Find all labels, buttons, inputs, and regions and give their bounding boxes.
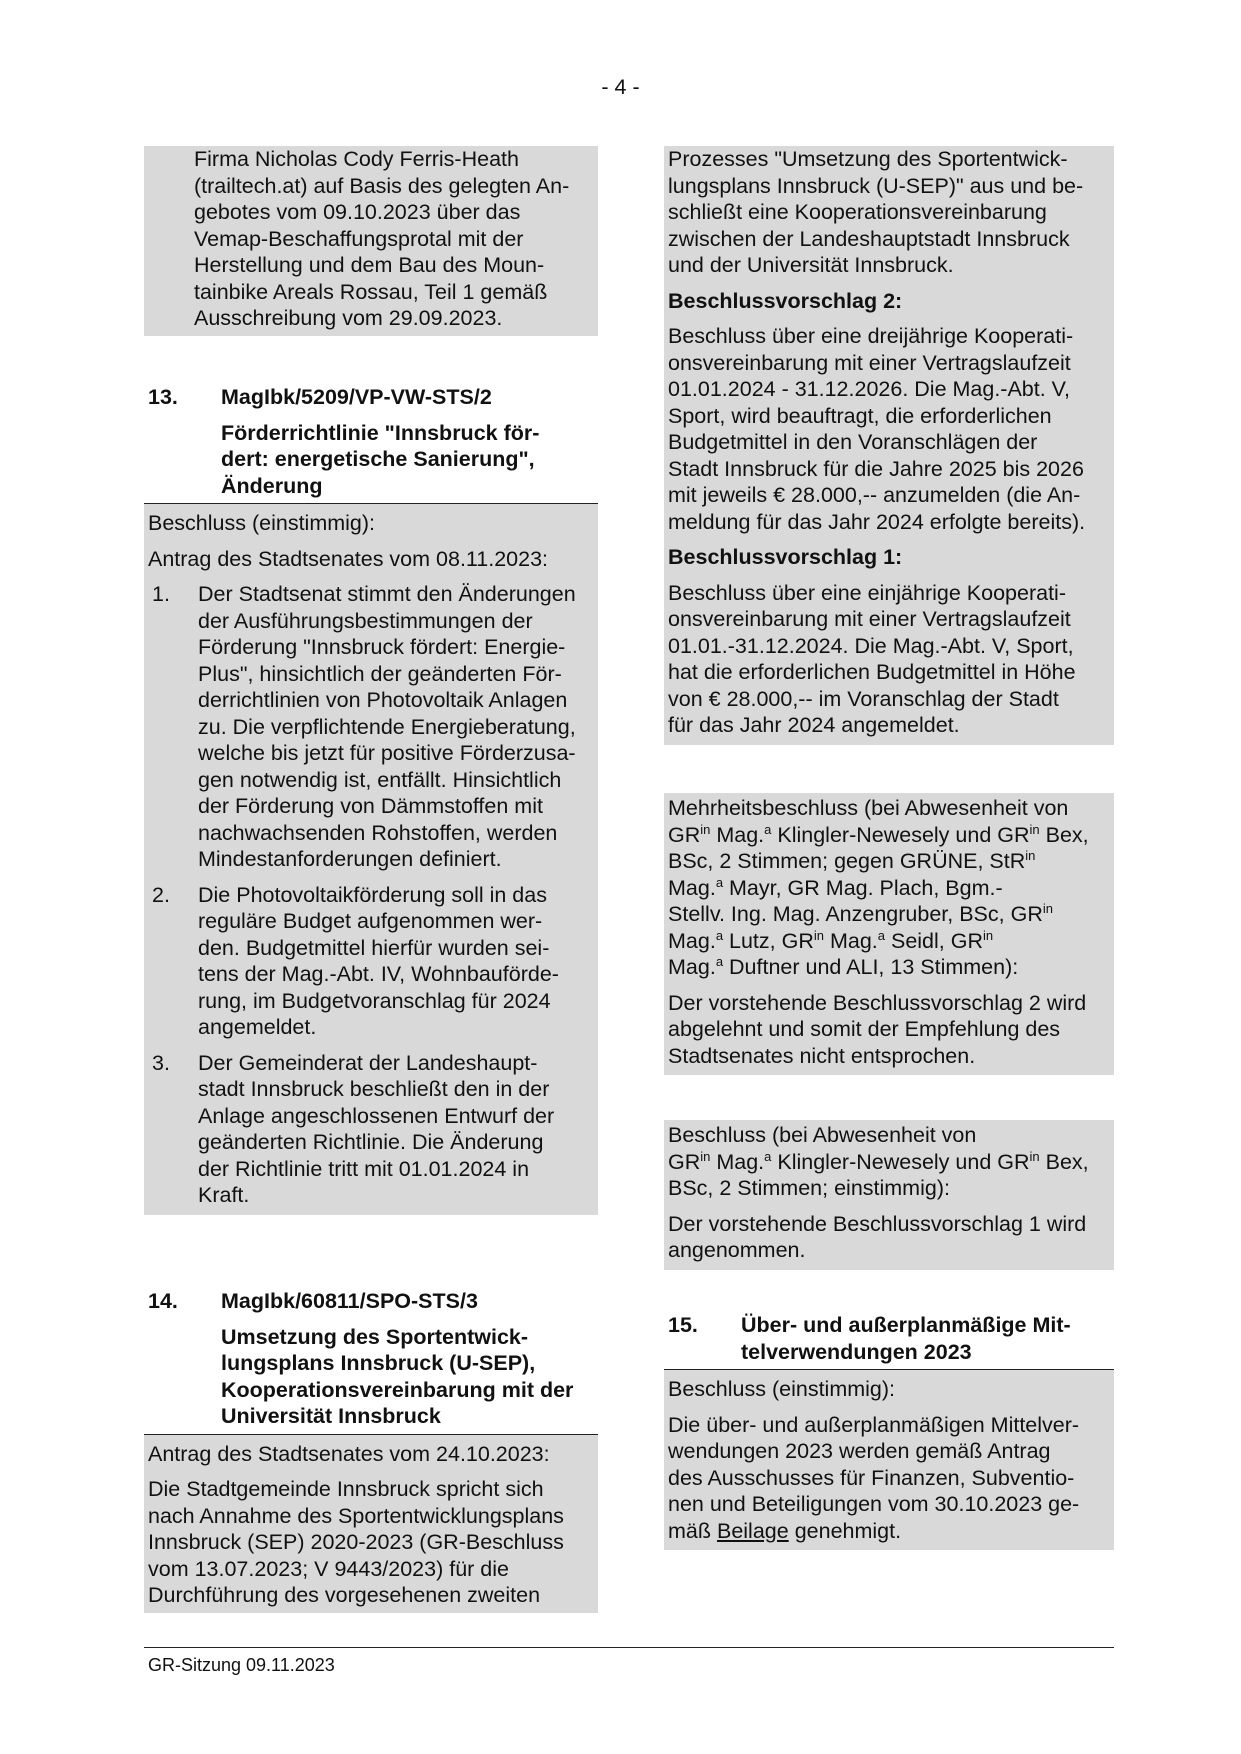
text-line: $GR^{in}$ Mag.$^a$ Klingler-Newesely und $GR^{in}$ Bex, — [668, 1148, 1089, 1174]
text-line: und der Universität Innsbruck. — [668, 253, 954, 277]
text-line: BSc, 2 Stimmen; gegen GRÜNE, StR$^{in}$ — [668, 847, 1036, 873]
list-item: 3. Der Gemeinderat der Landeshaupt- stadt Innsbruck beschließt den in der Anlage angeschlossenen Entwurf der geänderten Richtlinie. Die Änderung der Richtlinie tritt mit 01.01.2024 in Kraft. — [152, 1050, 555, 1207]
text-line: für das Jahr 2024 angemeldet. — [668, 713, 960, 737]
text-line: 01.01.-31.12.2024. Die Mag.-Abt. V, Sport, — [668, 633, 1074, 658]
text-line: gebotes vom 09.10.2023 über das — [194, 200, 521, 224]
text-line: mäß Beilage genehmigt. — [668, 1518, 902, 1543]
text-line: nen und Beteiligungen vom 30.10.2023 ge- — [668, 1492, 1080, 1516]
text-line: schließt eine Kooperationsvereinbarung — [668, 200, 1047, 224]
text-line: Vemap-Beschaffungsprotal mit der — [194, 226, 524, 251]
text-line: nach Annahme des Sportentwicklungsplans — [148, 1503, 564, 1528]
text-line: Beschluss über eine einjährige Kooperati- — [668, 580, 1066, 605]
text-line: Die Stadtgemeinde Innsbruck spricht sich — [148, 1477, 544, 1501]
text-line: Ausschreibung vom 29.09.2023. — [194, 306, 503, 330]
text-line: Mag.$^a$ Mayr, GR Mag. Plach, Bgm.- — [668, 874, 1003, 900]
text-line: BSc, 2 Stimmen; einstimmig): — [668, 1176, 950, 1200]
beschluss-block — [664, 1120, 1114, 1270]
text-line: onsvereinbarung mit einer Vertragslaufzeit — [668, 350, 1071, 375]
beschluss-label: Beschluss (einstimmig): — [668, 1377, 895, 1401]
text-line: Mag.$^a$ Duftner und ALI, 13 Stimmen): — [668, 953, 1019, 979]
text-line: abgelehnt und somit der Empfehlung des — [668, 1017, 1061, 1041]
list-item: 1. Der Stadtsenat stimmt den Änderungen der Ausführungsbestimmungen der Förderung "Innsbruck fördert: Energie- Plus", hinsichtlich der geänderten För- derrichtlinien von Photovoltaik Anlagen zu. Die verpflichtende Energieberatung, welche bis jetzt für positive Förderzusa- gen notwendig ist, entfällt. Hinsichtlich der Förderung von Dämmstoffen mit nachwachsenden Rohstoffen, werden Mindestanforderungen definiert. — [152, 582, 576, 871]
section-15-title: 15. Über- und außerplanmäßige Mit- telverwendungen 2023 — [664, 1312, 1114, 1370]
text-line: Sport, wird beauftragt, die erforderlichen — [668, 403, 1052, 428]
text-line: Prozesses "Umsetzung des Sportentwick- — [668, 147, 1068, 171]
text-line: Stellv. Ing. Mag. Anzengruber, BSc, $GR^{in}$ — [668, 900, 1053, 926]
text-line: Beschluss über eine dreijährige Kooperati- — [668, 324, 1074, 348]
text-line: Firma Nicholas Cody Ferris-Heath — [194, 147, 519, 171]
section-13-body — [144, 504, 598, 1215]
text-line: Der vorstehende Beschlussvorschlag 1 wird — [668, 1211, 1087, 1236]
section-13-ref: 13. MagIbk/5209/VP-VW-STS/2 — [148, 385, 492, 409]
mehrheitsbeschluss-block — [664, 793, 1114, 1075]
section-13-title: Förderrichtlinie "Innsbruck för- dert: energetische Sanierung", Änderung — [144, 420, 598, 505]
text-line: Beschluss (bei Abwesenheit von — [668, 1123, 977, 1147]
section-14-body — [144, 1435, 598, 1613]
section-14 — [144, 1288, 598, 1613]
page-number: - 4 - — [601, 75, 640, 99]
text-line: von € 28.000,-- im Voranschlag der Stadt — [668, 686, 1059, 711]
text-line: Budgetmittel in den Voranschlägen der — [668, 430, 1038, 454]
text-line: Herstellung und dem Bau des Moun- — [194, 253, 545, 277]
text-line: wendungen 2023 werden gemäß Antrag — [668, 1439, 1051, 1463]
text-line: hat die erforderlichen Budgetmittel in Höhe — [668, 660, 1076, 684]
text-line: Innsbruck (SEP) 2020-2023 (GR-Beschluss — [148, 1530, 564, 1554]
text-line: Durchführung des vorgesehenen zweiten — [148, 1583, 541, 1607]
section-15 — [664, 1312, 1114, 1550]
text-line: (trailtech.at) auf Basis des gelegten An- — [194, 173, 570, 198]
beschluss-label: Beschluss (einstimmig): — [148, 511, 375, 535]
text-line: $GR^{in}$ Mag.$^a$ Klingler-Newesely und $GR^{in}$ Bex, — [668, 821, 1089, 847]
text-line: lungsplans Innsbruck (U-SEP)" aus und be- — [668, 173, 1084, 198]
section-13 — [144, 384, 598, 1215]
text-line: Stadtsenates nicht entsprochen. — [668, 1043, 976, 1068]
beilage-link[interactable]: Beilage — [716, 1518, 789, 1543]
text-line: 01.01.2024 - 31.12.2026. Die Mag.-Abt. V, — [668, 377, 1071, 401]
beschlussvorschlag-1-heading: Beschlussvorschlag 1: — [668, 545, 903, 569]
antrag-label: Antrag des Stadtsenates vom 08.11.2023: — [148, 546, 549, 571]
text-line: zwischen der Landeshauptstadt Innsbruck — [668, 226, 1070, 251]
footer-text: GR-Sitzung 09.11.2023 — [148, 1655, 335, 1675]
text-line: meldung für das Jahr 2024 erfolgte bereits). — [668, 509, 1086, 534]
antrag-label: Antrag des Stadtsenates vom 24.10.2023: — [148, 1441, 550, 1466]
section-14-title: Umsetzung des Sportentwick- lungsplans Innsbruck (U-SEP), Kooperationsvereinbarung mit der Universität Innsbruck — [144, 1324, 598, 1435]
footer-divider — [144, 1647, 1114, 1648]
text-line: mit jeweils € 28.000,-- anzumelden (die An- — [668, 483, 1081, 507]
section-14-ref: 14. MagIbk/60811/SPO-STS/3 — [148, 1289, 478, 1313]
beschlussvorschlag-2-heading: Beschlussvorschlag 2: — [668, 288, 903, 313]
text-line: onsvereinbarung mit einer Vertragslaufzeit — [668, 607, 1071, 631]
right-continuation — [664, 146, 1114, 745]
text-line: des Ausschusses für Finanzen, Subventio- — [668, 1465, 1075, 1490]
text-line: Die über- und außerplanmäßigen Mittelver- — [668, 1412, 1080, 1437]
text-line: Mag.$^a$ Lutz, $GR^{in}$ Mag.$^a$ Seidl, $GR^{in}$ — [668, 927, 994, 953]
text-line: Stadt Innsbruck für die Jahre 2025 bis 2026 — [668, 456, 1084, 481]
text-line: tainbike Areals Rossau, Teil 1 gemäß — [194, 279, 548, 304]
left-intro-block — [144, 146, 598, 336]
section-15-body — [664, 1370, 1114, 1550]
text-line: Mehrheitsbeschluss (bei Abwesenheit von — [668, 796, 1069, 820]
list-item: 2. Die Photovoltaikförderung soll in das reguläre Budget aufgenommen wer- den. Budgetmittel hierfür wurden sei- tens der Mag.-Abt. IV, Wohnbauförde- rung, im Budgetvoranschlag für 2024 angemeldet. — [152, 882, 559, 1039]
text-line: angenommen. — [668, 1238, 806, 1262]
text-line: Der vorstehende Beschlussvorschlag 2 wird — [668, 990, 1087, 1015]
text-line: vom 13.07.2023; V 9443/2023) für die — [148, 1556, 509, 1581]
